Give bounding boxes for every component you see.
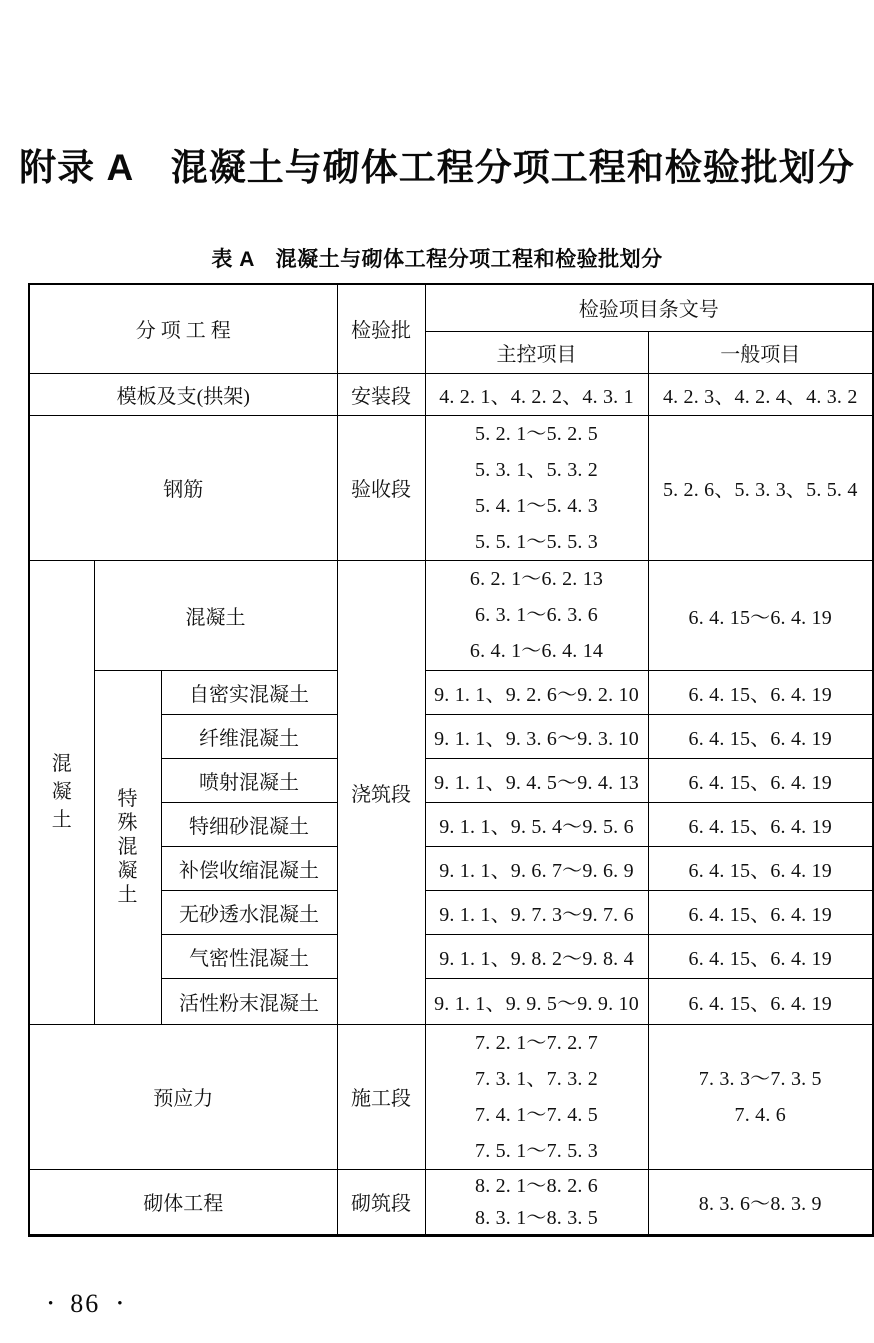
cell-special-main-refs: 9. 1. 1、9. 4. 5～9. 4. 13	[425, 758, 648, 802]
cell-rebar-batch: 验收段	[337, 415, 425, 560]
ref-line: 5. 5. 1～5. 5. 3	[475, 530, 598, 553]
row-formwork	[29, 373, 873, 415]
cell-formwork-batch: 安装段	[337, 373, 425, 415]
cell-special-name: 无砂透水混凝土	[161, 890, 337, 934]
cell-concrete-name: 混凝土	[94, 560, 337, 670]
ref-line: 8. 3. 1～8. 3. 5	[475, 1206, 598, 1229]
row-special-self-compacting	[29, 670, 873, 714]
cell-special-name: 纤维混凝土	[161, 714, 337, 758]
cell-concrete-general-refs: 6. 4. 15～6. 4. 19	[648, 560, 873, 670]
cell-special-general-refs: 6. 4. 15、6. 4. 19	[648, 890, 873, 934]
cell-special-main-refs: 9. 1. 1、9. 2. 6～9. 2. 10	[425, 670, 648, 714]
row-prestress	[29, 1024, 873, 1169]
ref-line: 6. 2. 1～6. 2. 13	[469, 568, 604, 590]
ref-line: 6. 4. 1～6. 4. 14	[469, 640, 604, 662]
header-general-items: 一般项目	[648, 331, 873, 373]
ref-line: 6. 3. 1～6. 3. 6	[475, 604, 598, 626]
cell-rebar-general-refs: 5. 2. 6、5. 3. 3、5. 5. 4	[648, 415, 873, 560]
cell-special-name: 特细砂混凝土	[161, 802, 337, 846]
cell-rebar-name: 钢筋	[29, 415, 337, 560]
ref-line: 7. 3. 1、7. 3. 2	[475, 1067, 598, 1090]
cell-special-general-refs: 6. 4. 15、6. 4. 19	[648, 670, 873, 714]
cell-formwork-general-refs: 4. 2. 3、4. 2. 4、4. 3. 2	[648, 373, 873, 415]
cell-special-general-refs: 6. 4. 15、6. 4. 19	[648, 978, 873, 1024]
ref-line: 7. 3. 3～7. 3. 5	[698, 1067, 822, 1090]
cell-special-main-refs: 9. 1. 1、9. 5. 4～9. 5. 6	[425, 802, 648, 846]
cell-special-main-refs: 9. 1. 1、9. 6. 7～9. 6. 9	[425, 846, 648, 890]
header-batch: 检验批	[337, 284, 425, 373]
row-rebar	[29, 415, 873, 560]
cell-prestress-general-refs	[648, 1024, 873, 1169]
cell-special-name: 自密实混凝土	[161, 670, 337, 714]
cell-prestress-main-refs	[425, 1024, 648, 1169]
ref-line: 5. 2. 1～5. 2. 5	[475, 422, 598, 445]
table-title: 表 A 混凝土与砌体工程分项工程和检验批划分	[211, 248, 663, 271]
cell-special-name: 补偿收缩混凝土	[161, 846, 337, 890]
page-number	[48, 1289, 123, 1319]
cell-masonry-name: 砌体工程	[29, 1169, 337, 1235]
cell-prestress-batch: 施工段	[337, 1024, 425, 1169]
concrete-group-vertical-label: 混凝土	[51, 753, 72, 831]
cell-formwork-main-refs: 4. 2. 1、4. 2. 2、4. 3. 1	[425, 373, 648, 415]
cell-pouring-batch: 浇筑段	[337, 560, 425, 1024]
ref-line: 7. 2. 1～7. 2. 7	[475, 1031, 598, 1054]
cell-special-general-refs: 6. 4. 15、6. 4. 19	[648, 714, 873, 758]
header-items: 检验项目条文号	[425, 284, 873, 331]
cell-masonry-batch: 砌筑段	[337, 1169, 425, 1235]
inspection-batch-table	[28, 283, 874, 1237]
cell-special-main-refs: 9. 1. 1、9. 8. 2～9. 8. 4	[425, 934, 648, 978]
cell-special-main-refs: 9. 1. 1、9. 3. 6～9. 3. 10	[425, 714, 648, 758]
cell-special-main-refs: 9. 1. 1、9. 7. 3～9. 7. 6	[425, 890, 648, 934]
page-number-dot-left: •	[48, 1295, 54, 1312]
cell-masonry-main-refs	[425, 1169, 648, 1235]
cell-special-general-refs: 6. 4. 15、6. 4. 19	[648, 802, 873, 846]
row-masonry	[29, 1169, 873, 1235]
cell-special-general-refs: 6. 4. 15、6. 4. 19	[648, 846, 873, 890]
cell-prestress-name: 预应力	[29, 1024, 337, 1169]
header-subproject: 分 项 工 程	[29, 284, 337, 373]
cell-special-main-refs: 9. 1. 1、9. 9. 5～9. 9. 10	[425, 978, 648, 1024]
cell-special-general-refs: 6. 4. 15、6. 4. 19	[648, 758, 873, 802]
cell-special-group-label	[94, 670, 161, 1024]
cell-rebar-main-refs	[425, 415, 648, 560]
ref-line: 7. 5. 1～7. 5. 3	[475, 1139, 598, 1162]
header-main-items: 主控项目	[425, 331, 648, 373]
cell-special-name: 喷射混凝土	[161, 758, 337, 802]
cell-concrete-main-refs	[425, 560, 648, 670]
table-header-row-1	[29, 284, 873, 331]
cell-formwork-name: 模板及支(拱架)	[29, 373, 337, 415]
ref-line: 7. 4. 6	[734, 1103, 786, 1126]
cell-special-name: 气密性混凝土	[161, 934, 337, 978]
row-concrete	[29, 560, 873, 670]
special-concrete-group-vertical-label: 特殊混凝土	[117, 788, 138, 906]
ref-line: 5. 4. 1～5. 4. 3	[475, 494, 598, 517]
cell-special-general-refs: 6. 4. 15、6. 4. 19	[648, 934, 873, 978]
cell-concrete-group-label	[29, 560, 94, 1024]
page-title: 附录 A 混凝土与砌体工程分项工程和检验批划分	[19, 147, 855, 188]
page-number-dot-right: •	[117, 1295, 123, 1312]
ref-line: 8. 2. 1～8. 2. 6	[475, 1174, 598, 1197]
ref-line: 5. 3. 1、5. 3. 2	[475, 458, 598, 481]
ref-line: 7. 4. 1～7. 4. 5	[475, 1103, 598, 1126]
page-number-value: 86	[70, 1288, 101, 1318]
cell-special-name: 活性粉末混凝土	[161, 978, 337, 1024]
cell-masonry-general-refs: 8. 3. 6～8. 3. 9	[648, 1169, 873, 1235]
